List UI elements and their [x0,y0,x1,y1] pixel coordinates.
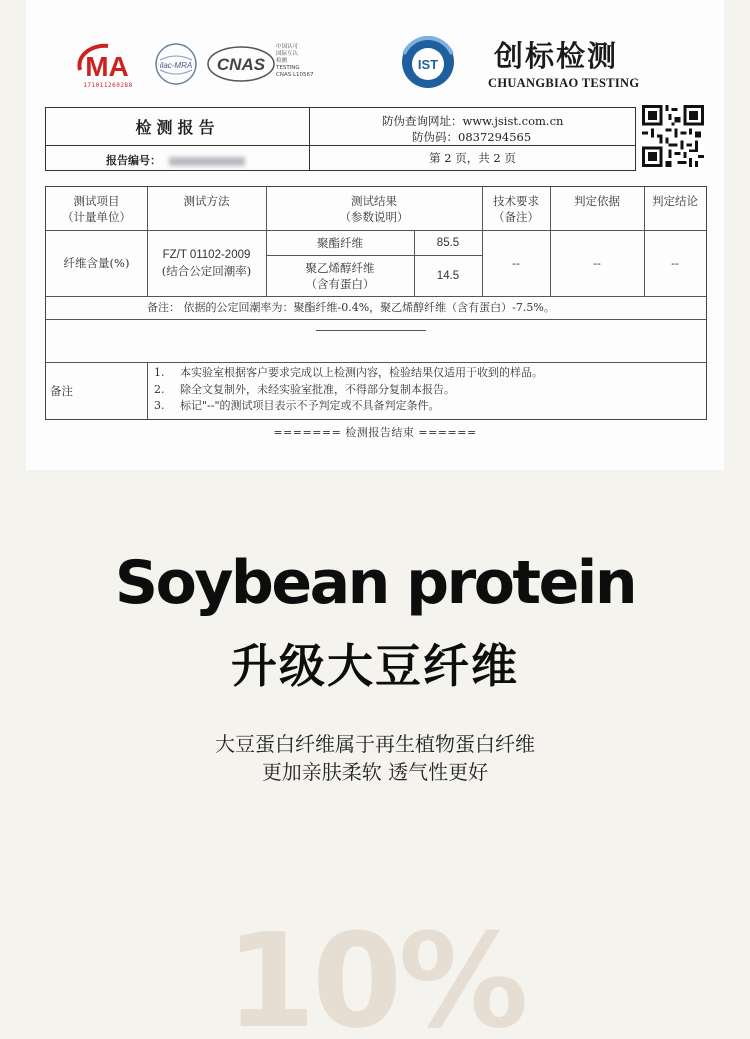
cnas-accreditation-text: 中国认可 国际互认 检测 TESTING CNAS L10567 [276,44,314,78]
report-number [46,146,310,170]
verify-url: 防伪查询网址：www.jsist.com.cn [382,114,564,128]
ist-logo [398,32,458,92]
results-table [45,186,707,420]
method-desc: (结合公定回潮率) [161,264,252,278]
cnas-text: CNAS [216,55,266,74]
verify-code: 防伪码：0837294565 [412,130,532,144]
test-report [26,0,724,470]
cma-logo [74,40,140,86]
notes-list [154,365,543,415]
cma-code: 171011260288 [83,82,133,89]
brand-name-en: CHUANGBIAO TESTING [488,76,640,90]
cma-text: MA [85,51,129,82]
note-item: 1. 本实验室根据客户要求完成以上检测内容，检验结果仅适用于收到的样品。 [154,366,543,379]
method-cell [147,230,266,296]
cnas-logo [206,44,276,84]
report-end-marker: ======= 检测报告结束 ====== [273,426,477,439]
brand-name-cn: 创标检测 [494,39,619,73]
header-test-method: 测试方法 [183,194,230,208]
report-title: 检测报告 [46,108,310,146]
note-item: 2. 除全文复制外，未经实验室批准，不得部分复制本报告。 [154,382,455,396]
ilac-text: ilac-MRA [159,61,193,70]
method-code: FZ/T 01102-2009 [162,249,251,261]
basis-value: -- [593,256,601,270]
result-value-1: 85.5 [436,236,460,249]
description-line-2: 更加亲肤柔软 透气性更好 [261,760,489,784]
requirement-value: -- [512,256,520,270]
header-test-item: 测试项目 （计量单位） [62,193,131,224]
ilac-mra-logo [154,42,198,86]
description-line-1: 大豆蛋白纤维属于再生植物蛋白纤维 [215,732,535,756]
result-value-2: 14.5 [436,269,460,282]
result-name-1: 聚酯纤维 [317,235,363,250]
page-info: 第 2 页，共 2 页 [429,151,516,165]
header-basis: 判定依据 [574,194,620,208]
header-test-result: 测试结果 （参数说明） [339,193,409,224]
header-conclusion: 判定结论 [652,194,698,208]
verify-info [310,108,635,146]
report-number-redacted [169,157,245,166]
report-info-table [45,107,636,171]
description [0,730,750,786]
result-name-2: 聚乙烯醇纤维 （含有蛋白） [305,260,375,291]
note-item: 3. 标记"--"的测试项目表示不予判定或不具备判定条件。 [154,399,440,412]
item-fiber-content: 纤维含量(%) [63,256,130,270]
ist-text: IST [417,57,439,72]
headline: Soybean protein [114,548,636,618]
percent-figure: 10% [225,905,525,1039]
header-requirement: 技术要求 （备注） [493,193,539,224]
qr-code [642,105,704,167]
report-number-label: 报告编号： [106,154,161,167]
notes-label: 备注 [50,384,73,398]
subheadline: 升级大豆纤维 [231,639,519,693]
conclusion-value: -- [671,256,679,270]
remark-row: 备注： 依据的公定回潮率为：聚酯纤维-0.4%，聚乙烯醇纤维（含有蛋白）-7.5%。 [147,300,555,314]
